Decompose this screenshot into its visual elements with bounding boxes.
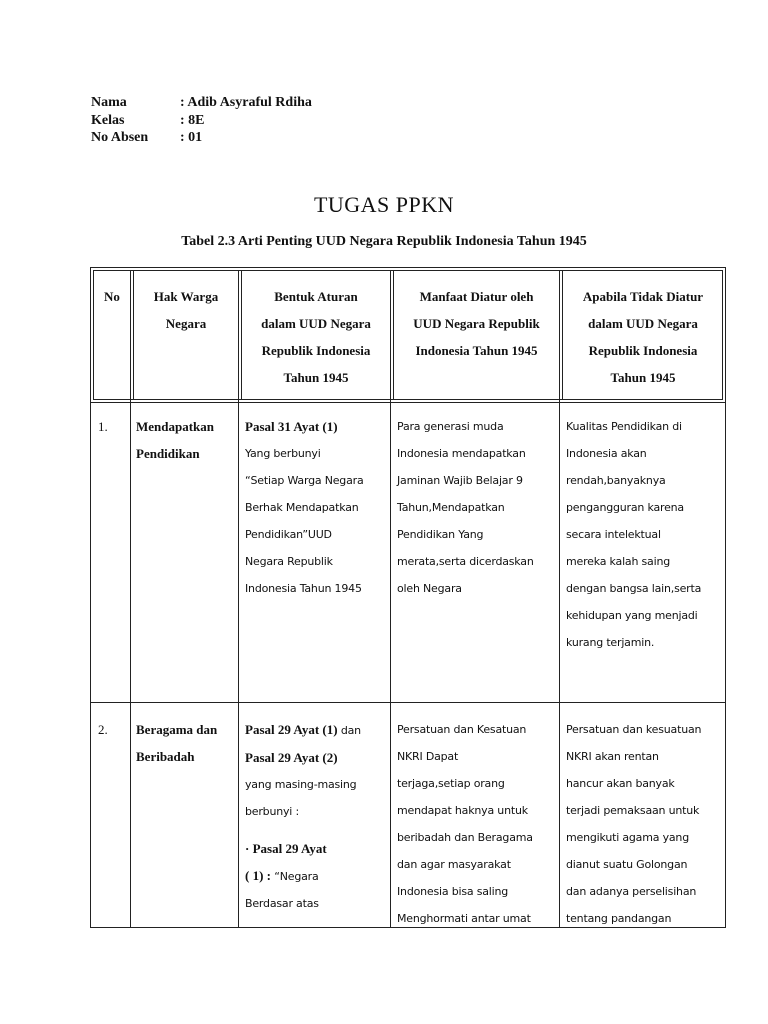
cell-line: “Setiap Warga Negara: [245, 474, 364, 487]
cell-line: Kualitas Pendidikan di: [566, 420, 682, 433]
header-line: Manfaat Diatur oleh: [419, 289, 534, 304]
header-line: Tahun 1945: [610, 370, 676, 385]
cell-line: dan adanya perselisihan: [566, 885, 697, 898]
header-line: No: [104, 289, 120, 304]
ppkn-table: [90, 267, 726, 928]
page-title: TUGAS PPKN: [313, 192, 455, 217]
cell-line: kurang terjamin.: [566, 636, 655, 649]
cell-line: NKRI Dapat: [397, 750, 459, 763]
info-label: No Absen: [91, 130, 149, 145]
header-line: UUD Negara Republik: [413, 316, 540, 331]
header-manfaat: [394, 283, 559, 364]
cell-line: dianut suatu Golongan: [566, 858, 688, 871]
header-line: dalam UUD Negara: [261, 316, 371, 331]
cell-line: Negara Republik: [245, 555, 333, 568]
header-line: Republik Indonesia: [261, 343, 371, 358]
cell-line: Berhak Mendapatkan: [245, 501, 359, 514]
row2-hak: [136, 716, 240, 770]
cell-line: Pendidikan Yang: [397, 528, 484, 541]
cell-line: mendapat haknya untuk: [397, 804, 528, 817]
info-value: : Adib Asyraful Rdiha: [180, 95, 312, 110]
cell-line: Tahun,Mendapatkan: [397, 501, 505, 514]
text: dan: [337, 724, 361, 737]
cell-line: Para generasi muda: [397, 420, 504, 433]
row1-aturan: [245, 413, 391, 602]
header-no: [94, 283, 130, 310]
student-info: [91, 94, 312, 147]
spacer: [245, 825, 391, 835]
cell-line: Persatuan dan Kesatuan: [397, 723, 527, 736]
cell-line: hancur akan banyak: [566, 777, 675, 790]
row1-manfaat: [397, 413, 562, 602]
cell-line: Pendidikan: [136, 446, 200, 461]
cell-line: Pasal 29 Ayat (2): [245, 750, 338, 765]
cell-line: kehidupan yang menjadi: [566, 609, 698, 622]
row2-aturan: [245, 716, 391, 917]
cell-line: mereka kalah saing: [566, 555, 671, 568]
cell-line: [245, 862, 391, 890]
cell-line: [245, 716, 391, 744]
row1-apabila: [566, 413, 724, 656]
header-line: Bentuk Aturan: [274, 289, 358, 304]
info-row-absen: [91, 129, 312, 147]
cell-line: Pendidikan”UUD: [245, 528, 332, 541]
row2-no: 2.: [98, 722, 108, 737]
table-caption: Tabel 2.3 Arti Penting UUD Negara Republik Indonesia Tahun 1945: [181, 234, 587, 249]
info-value: : 01: [180, 130, 203, 145]
header-line: dalam UUD Negara: [588, 316, 698, 331]
header-line: Apabila Tidak Diatur: [582, 289, 704, 304]
cell-line: pengangguran karena: [566, 501, 684, 514]
cell-line: Indonesia akan: [566, 447, 647, 460]
cell-line: rendah,banyaknya: [566, 474, 666, 487]
header-aturan: [242, 283, 390, 391]
cell-line: Indonesia mendapatkan: [397, 447, 526, 460]
cell-line: dan agar masyarakat: [397, 858, 511, 871]
cell-line: Yang berbunyi: [245, 447, 321, 460]
cell-line: terjadi pemaksaan untuk: [566, 804, 700, 817]
info-row-class: [91, 112, 312, 130]
row1-no: 1.: [98, 419, 108, 434]
bold-text: Pasal 29 Ayat (1): [245, 722, 338, 737]
row2-manfaat: [397, 716, 562, 932]
info-value: : 8E: [180, 112, 205, 128]
info-row-name: [91, 94, 312, 112]
cell-line: Beragama dan: [136, 722, 218, 737]
row2-apabila: [566, 716, 724, 932]
cell-line: · Pasal 29 Ayat: [245, 841, 327, 856]
info-label: Nama: [91, 95, 127, 110]
cell-line: yang masing-masing: [245, 778, 357, 791]
header-line: Indonesia Tahun 1945: [415, 343, 538, 358]
header-apabila: [563, 283, 723, 391]
cell-line: Jaminan Wajib Belajar 9: [397, 474, 523, 487]
cell-line: berbunyi :: [245, 805, 299, 818]
bold-text: ( 1) :: [245, 868, 275, 883]
header-line: Hak Warga: [153, 289, 219, 304]
info-label: Kelas: [91, 112, 125, 128]
cell-line: mengikuti agama yang: [566, 831, 689, 844]
header-line: Negara: [165, 316, 207, 331]
cell-line: Indonesia bisa saling: [397, 885, 509, 898]
cell-line: Mendapatkan: [136, 419, 215, 434]
cell-line: Beribadah: [136, 749, 195, 764]
text: “Negara: [274, 870, 319, 883]
cell-line: Menghormati antar umat: [397, 912, 531, 925]
cell-line: oleh Negara: [397, 582, 462, 595]
cell-line: terjaga,setiap orang: [397, 777, 505, 790]
cell-line: Pasal 31 Ayat (1): [245, 419, 338, 434]
cell-line: Berdasar atas: [245, 897, 319, 910]
cell-line: Indonesia Tahun 1945: [245, 582, 362, 595]
cell-line: NKRI akan rentan: [566, 750, 659, 763]
header-line: Republik Indonesia: [588, 343, 698, 358]
header-hak: [134, 283, 238, 337]
cell-line: secara intelektual: [566, 528, 661, 541]
cell-line: Persatuan dan kesuatuan: [566, 723, 702, 736]
cell-line: merata,serta dicerdaskan: [397, 555, 534, 568]
cell-line: tentang pandangan: [566, 912, 672, 925]
cell-line: dengan bangsa lain,serta: [566, 582, 702, 595]
header-line: Tahun 1945: [283, 370, 349, 385]
cell-line: beribadah dan Beragama: [397, 831, 533, 844]
row1-hak: [136, 413, 240, 467]
